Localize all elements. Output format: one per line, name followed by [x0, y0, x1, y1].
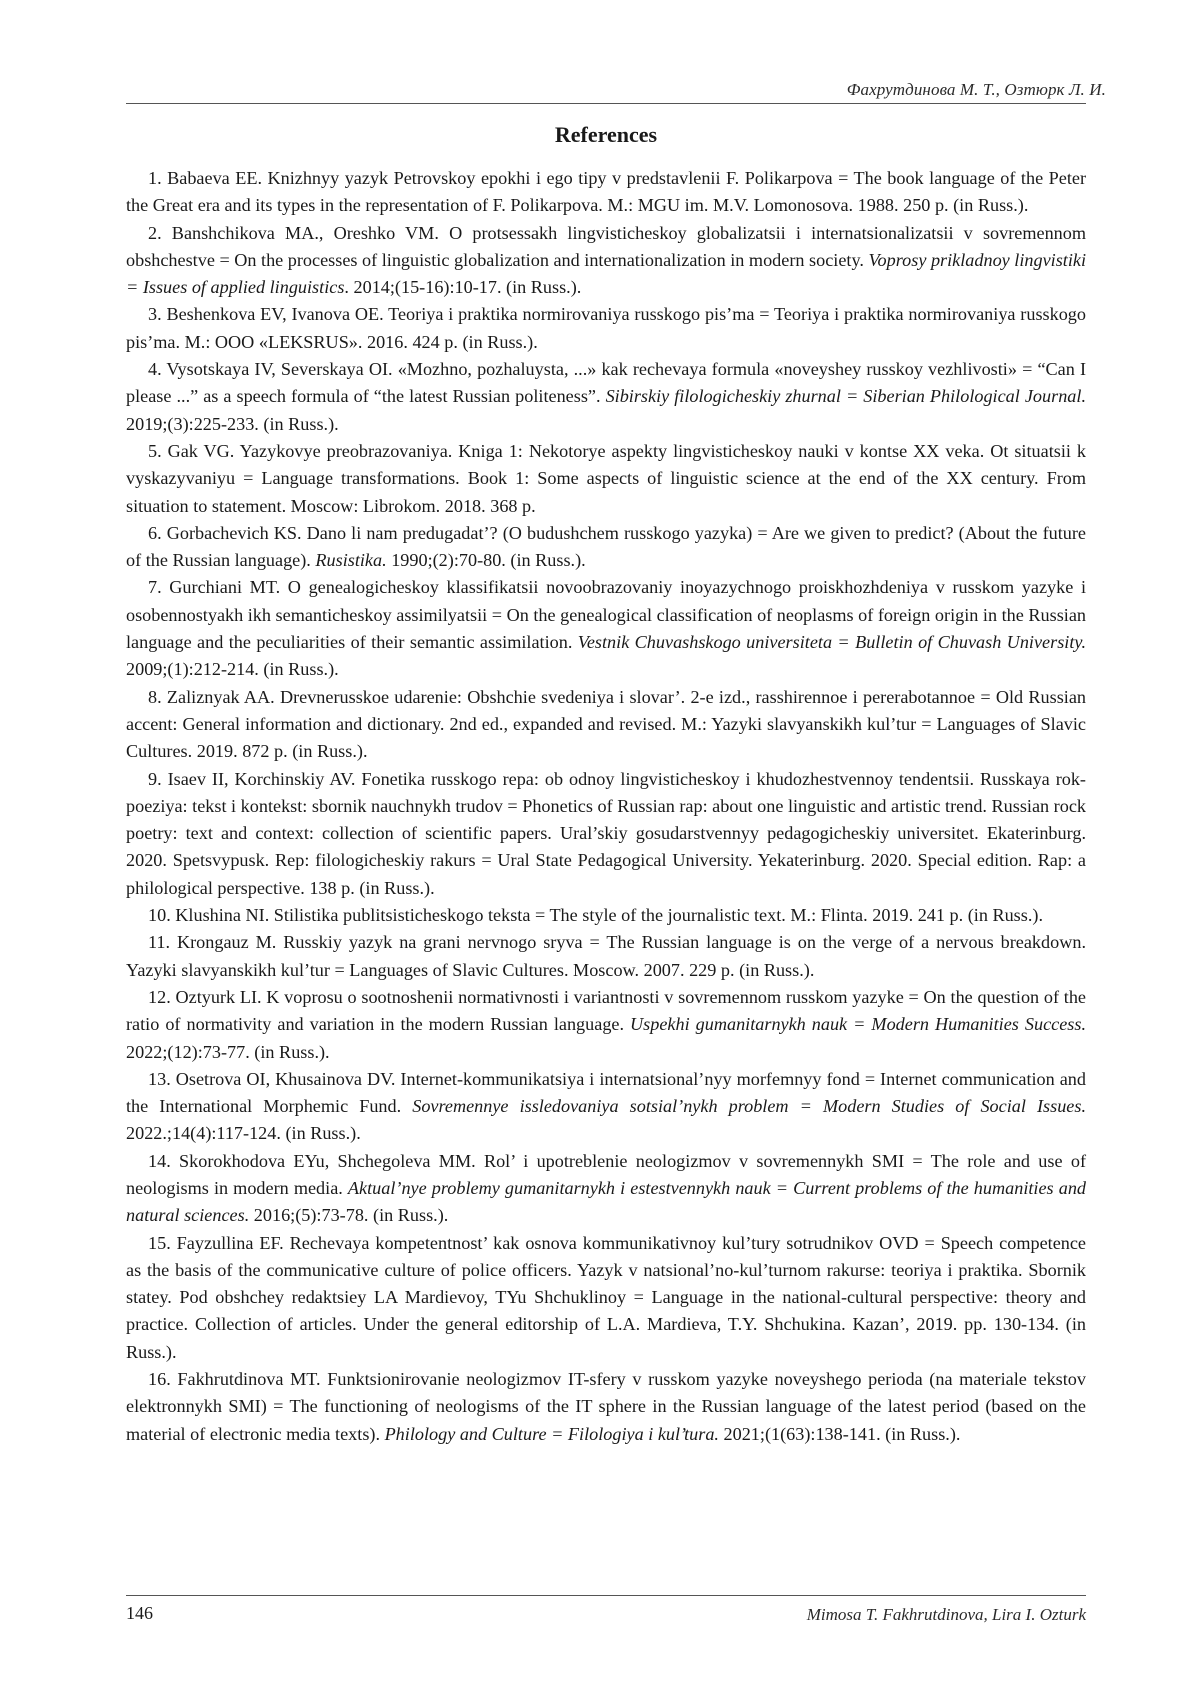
reference-source-title: Sibirskiy filologicheskiy zhurnal = Siberian Philological Journal.: [605, 386, 1086, 407]
reference-number: 5.: [148, 440, 162, 461]
reference-text: Oztyurk LI. K voprosu o sootnoshenii normativnosti i variantnosti v sovremennom russkom yazyke = On the question of the ratio of normativity and variation in the modern Russian language.: [126, 986, 1086, 1035]
reference-item: [126, 520, 1086, 575]
reference-text: 2021;(1(63):138-141. (in Russ.).: [718, 1423, 961, 1444]
reference-number: 13.: [148, 1068, 171, 1089]
reference-text: Fakhrutdinova MT. Funktsionirovanie neologizmov IT-sfery v russkom yazyke noveyshego perioda (na materiale tekstov elektronnykh SMI) = The functioning of neologisms of the IT sphere in the Russian language of the latest period (based on the material of electronic media texts).: [126, 1369, 1086, 1444]
reference-text: 2022.;14(4):117-124. (in Russ.).: [126, 1123, 361, 1144]
reference-source-title: Aktual’nye problemy gumanitarnykh i estestvennykh nauk = Current problems of the humanities and natural sciences.: [126, 1177, 1087, 1226]
reference-item: [126, 766, 1086, 902]
reference-text: Osetrova OI, Khusainova DV. Internet-kommunikatsiya i internatsional’nyy morfemnyy fond = Internet communication and the International Morphemic Fund.: [126, 1068, 1086, 1117]
reference-source-title: Vestnik Chuvashskogo universiteta = Bulletin of Chuvash University.: [577, 632, 1086, 653]
reference-text: . 2014;(15-16):10-17. (in Russ.).: [344, 277, 582, 298]
reference-number: 6.: [148, 522, 162, 543]
reference-number: 10.: [148, 905, 171, 926]
reference-text: 2022;(12):73-77. (in Russ.).: [126, 1041, 330, 1062]
reference-item: [126, 929, 1086, 984]
reference-source-title: Voprosy prikladnoy lingvistiki = Issues of applied linguistics: [126, 249, 1087, 298]
reference-text: Skorokhodova EYu, Shchegoleva MM. Rol’ i upotreblenie neologizmov v sovremennykh SMI = The role and use of neologisms in modern media.: [126, 1150, 1086, 1198]
reference-number: 1.: [148, 168, 162, 188]
page-number: 146: [126, 1603, 153, 1623]
reference-item: [126, 1066, 1086, 1148]
reference-number: 4.: [148, 359, 162, 380]
reference-text: Beshenkova EV, Ivanova OE. Teoriya i praktika normirovaniya russkogo pis’ma = Teoriya i praktika normirovaniya russkogo pis’ma. M.: OOO «LEKSRUS». 2016. 424 p. (in Russ.).: [126, 304, 1086, 352]
reference-item: [126, 301, 1086, 356]
reference-source-title: Philology and Culture = Filologiya i kul’tura.: [384, 1423, 719, 1444]
reference-text: 1990;(2):70-80. (in Russ.).: [386, 550, 586, 571]
reference-item: [126, 684, 1086, 766]
running-head: Фахрутдинова М. Т., Озтюрк Л. И.: [846, 80, 1106, 99]
reference-text: 2016;(5):73-78. (in Russ.).: [249, 1205, 449, 1226]
reference-number: 7.: [148, 577, 162, 598]
reference-number: 14.: [148, 1150, 171, 1171]
reference-text: Banshchikova MA., Oreshko VM. O protsessakh lingvisticheskoy globalizatsii i internatsionalizatsii v sovremennom obshchestve = On the processes of linguistic globalization and internationalization in modern society.: [126, 222, 1086, 270]
reference-text: Vysotskaya IV, Severskaya OI. «Mozhno, pozhaluysta, ...» kak rechevaya formula «noveyshey russkoy vezhlivosti» = “Can I please ...” as a speech formula of “the latest Russian politeness”.: [126, 359, 1086, 407]
reference-text: Krongauz M. Russkiy yazyk na grani nervnogo sryva = The Russian language is on the verge of a nervous breakdown. Yazyki slavyanskikh kul’tur = Languages of Slavic Cultures. Moscow. 2007. 229 p. (in Russ.).: [126, 932, 1086, 980]
reference-number: 15.: [148, 1232, 171, 1253]
reference-number: 3.: [148, 304, 162, 325]
reference-number: 2.: [148, 222, 162, 243]
reference-text: Gorbachevich KS. Dano li nam predugadat’? (O budushchem russkogo yazyka) = Are we given to predict? (About the future of the Russian language).: [126, 522, 1086, 571]
reference-item: [126, 220, 1086, 302]
reference-item: [126, 1148, 1086, 1230]
reference-item: [126, 902, 1086, 929]
reference-item: [126, 1230, 1086, 1366]
reference-text: 2009;(1):212-214. (in Russ.).: [126, 659, 339, 680]
reference-item: [126, 165, 1086, 220]
reference-item: [126, 1366, 1086, 1448]
reference-item: [126, 984, 1086, 1066]
reference-number: 12.: [148, 986, 171, 1007]
reference-text: 2019;(3):225-233. (in Russ.).: [126, 413, 339, 434]
header-rule: [126, 103, 1086, 104]
reference-source-title: Rusistika.: [315, 550, 387, 571]
reference-number: 11.: [148, 932, 171, 953]
reference-number: 8.: [148, 686, 162, 707]
reference-number: 16.: [148, 1369, 171, 1390]
running-foot: Mimosa T. Fakhrutdinova, Lira I. Ozturk: [806, 1605, 1086, 1624]
reference-source-title: Uspekhi gumanitarnykh nauk = Modern Humanities Success.: [630, 1014, 1086, 1035]
reference-item: [126, 356, 1086, 438]
reference-text: Fayzullina EF. Rechevaya kompetentnost’ kak osnova kommunikativnoy kul’tury sotrudnikov OVD = Speech competence as the basis of the communicative culture of police officers. Yazyk v natsional’no-kul’turnom rakurse: teoriya i praktika. Sbornik statey. Pod obshchey redaktsiey LA Mardievoy, TYu Shchuklinoy = Language in the national-cultural perspective: theory and practice. Collection of articles. Under the general editorship of L.A. Mardieva, T.Y. Shchukina. Kazan’, 2019. pp. 130-134. (in Russ.).: [126, 1232, 1086, 1362]
reference-number: 9.: [148, 768, 162, 789]
reference-text: Zaliznyak AA. Drevnerusskoe udarenie: Obshchie svedeniya i slovar’. 2-e izd., rasshirennoe i pererabotannoe = Old Russian accent: General information and dictionary. 2nd ed., expanded and revised. M.: Yazyki slavyanskikh kul’tur = Languages of Slavic Cultures. 2019. 872 p. (in Russ.).: [126, 686, 1086, 762]
section-title: References: [554, 122, 658, 147]
reference-item: [126, 438, 1086, 520]
reference-source-title: Sovremennye issledovaniya sotsial’nykh problem = Modern Studies of Social Issues.: [412, 1096, 1086, 1117]
reference-text: Gurchiani MT. O genealogicheskoy klassifikatsii novoobrazovaniy inoyazychnogo proiskhozhdeniya v russkom yazyke i osobennostyakh ikh semanticheskoy assimilyatsii = On the genealogical classification of neoplasms of foreign origin in the Russian language and the peculiarities of their semantic assimilation.: [126, 577, 1086, 653]
reference-text: Klushina NI. Stilistika publitsisticheskogo teksta = The style of the journalistic text. M.: Flinta. 2019. 241 p. (in Russ.).: [170, 905, 1043, 926]
footer-rule: [126, 1595, 1086, 1596]
reference-text: Babaeva EE. Knizhnyy yazyk Petrovskoy epokhi i ego tipy v predstavlenii F. Polikarpova = The book language of the Peter the Great era and its types in the representation of F. Polikarpova. M.: MGU im. M.V. Lomonosova. 1988. 250 p. (in Russ.).: [126, 168, 1086, 216]
reference-item: [126, 574, 1086, 683]
reference-list: [126, 165, 1086, 1448]
reference-text: Gak VG. Yazykovye preobrazovaniya. Kniga 1: Nekotorye aspekty lingvisticheskoy nauki v kontse XX veka. Ot situatsii k vyskazyvaniyu = Language transformations. Book 1: Some aspects of linguistic science at the end of the XX century. From situation to statement. Moscow: Librokom. 2018. 368 p.: [126, 440, 1086, 516]
reference-text: Isaev II, Korchinskiy AV. Fonetika russkogo repa: ob odnoy lingvisticheskoy i khudozhestvennoy tendentsii. Russkaya rok-poeziya: tekst i kontekst: sbornik nauchnykh trudov = Phonetics of Russian rap: about one linguistic and artistic trend. Russian rock poetry: text and context: collection of scientific papers. Ural’skiy gosudarstvennyy pedagogicheskiy universitet. Ekaterinburg. 2020. Spetsvypusk. Rep: filologicheskiy rakurs = Ural State Pedagogical University. Yekaterinburg. 2020. Special edition. Rap: a philological perspective. 138 p. (in Russ.).: [126, 768, 1086, 898]
